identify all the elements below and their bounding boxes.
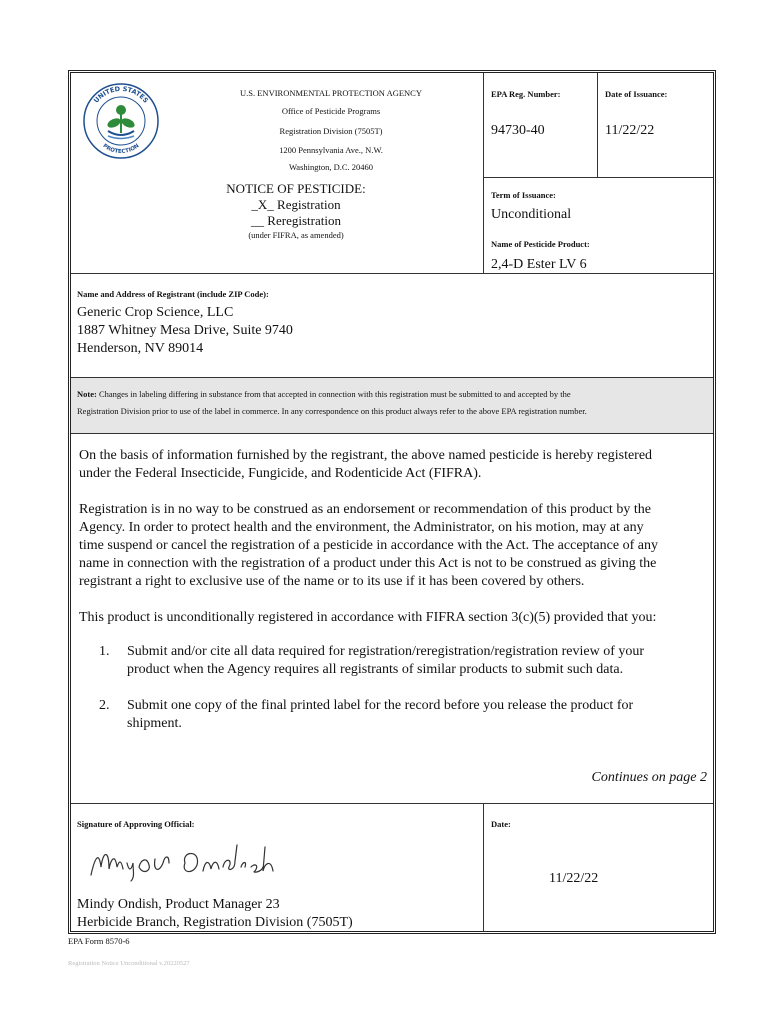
list-item-number: 2. — [99, 698, 110, 713]
paragraph-endorsement-line1: Registration is in no way to be construed as an endorsement or recommendation of this product by the — [79, 502, 651, 517]
form-number: EPA Form 8570-6 — [68, 936, 130, 946]
handwritten-signature — [85, 837, 275, 885]
note-divider-top — [71, 377, 713, 378]
agency-street: 1200 Pennsylvania Ave., N.W. — [279, 145, 383, 155]
paragraph-endorsement — [79, 501, 709, 591]
list-item-line1: Submit and/or cite all data required for registration/reregistration/registration review of your — [127, 644, 645, 659]
agency-division: Registration Division (7505T) — [279, 126, 383, 136]
agency-city: Washington, D.C. 20460 — [288, 162, 374, 172]
registration-form — [68, 70, 716, 934]
note-divider-bottom — [71, 433, 713, 434]
list-item-number: 1. — [99, 644, 110, 659]
reg-number-label: EPA Reg. Number: — [491, 89, 561, 99]
notice-registration: _X_ Registration — [251, 197, 341, 212]
signature-divider — [71, 803, 713, 804]
svg-text:PROTECTION: PROTECTION — [101, 143, 141, 156]
notice-block — [181, 181, 411, 241]
notice-under: (under FIFRA, as amended) — [248, 230, 344, 240]
note-line2: Registration Division prior to use of the label in commerce. In any correspondence on this product always refer to the above EPA registration number. — [77, 406, 587, 416]
registrant-line3: Henderson, NV 89014 — [77, 341, 204, 356]
form-version: Registration Notice Unconditional v.20220527 — [68, 960, 190, 967]
date-value: 11/22/22 — [549, 871, 599, 886]
note-label: Note: — [77, 389, 97, 399]
term-value: Unconditional — [491, 207, 572, 222]
date-issuance-label: Date of Issuance: — [605, 89, 668, 99]
continues-note: Continues on page 2 — [591, 770, 707, 785]
svg-text:UNITED STATES: UNITED STATES — [92, 84, 150, 105]
notice-reregistration: __ Reregistration — [251, 213, 341, 228]
signatory-name: Mindy Ondish, Product Manager 23 — [77, 897, 280, 912]
reg-date-divider — [597, 73, 598, 177]
note-line1: Changes in labeling differing in substance from that accepted in connection with this registration must be submitted to and accepted by the — [98, 389, 571, 399]
signatory-branch: Herbicide Branch, Registration Division (7505T) — [77, 915, 353, 930]
term-divider — [483, 177, 713, 178]
registrant-line1: Generic Crop Science, LLC — [77, 305, 234, 320]
product-value: 2,4-D Ester LV 6 — [491, 257, 587, 272]
agency-name: U.S. ENVIRONMENTAL PROTECTION AGENCY — [240, 88, 422, 98]
product-label: Name of Pesticide Product: — [491, 239, 590, 249]
registrant-divider — [71, 273, 713, 274]
notice-title: NOTICE OF PESTICIDE: — [226, 181, 366, 196]
signature-date-divider — [483, 803, 484, 931]
paragraph-endorsement-line2: Agency. In order to protect health and the environment, the Administrator, on his motion, may at any — [79, 520, 644, 535]
paragraph-basis-line1: On the basis of information furnished by the registrant, the above named pesticide is hereby registered — [79, 448, 653, 463]
paragraph-endorsement-line3: time suspend or cancel the registration of a pesticide in accordance with the Act. The acceptance of any — [79, 538, 658, 553]
registrant-label: Name and Address of Registrant (include ZIP Code): — [77, 289, 269, 299]
list-item-line2: product when the Agency requires all registrants of similar products to submit such data. — [127, 662, 624, 677]
list-item-line2: shipment. — [127, 716, 182, 731]
epa-seal-icon — [81, 81, 161, 161]
note-block — [77, 386, 707, 420]
registrant-line2: 1887 Whitney Mesa Drive, Suite 9740 — [77, 323, 293, 338]
date-label: Date: — [491, 819, 511, 829]
agency-office: Office of Pesticide Programs — [281, 106, 381, 116]
paragraph-basis — [79, 447, 709, 483]
paragraph-endorsement-line5: registrant a right to exclusive use of the name or to its use if it has been covered by others. — [79, 574, 585, 589]
signature-label: Signature of Approving Official: — [77, 819, 195, 829]
header-divider — [483, 73, 484, 273]
paragraph-conditions: This product is unconditionally registered in accordance with FIFRA section 3(c)(5) provided that you: — [79, 610, 657, 625]
term-label: Term of Issuance: — [491, 190, 556, 200]
reg-number-value: 94730-40 — [491, 123, 545, 138]
list-item-line1: Submit one copy of the final printed label for the record before you release the product for — [127, 698, 634, 713]
paragraph-basis-line2: under the Federal Insecticide, Fungicide, and Rodenticide Act (FIFRA). — [79, 466, 482, 481]
date-issuance-value: 11/22/22 — [605, 123, 655, 138]
paragraph-endorsement-line4: name in connection with the registration of a product under this Act is not to be construed as giving the — [79, 556, 657, 571]
